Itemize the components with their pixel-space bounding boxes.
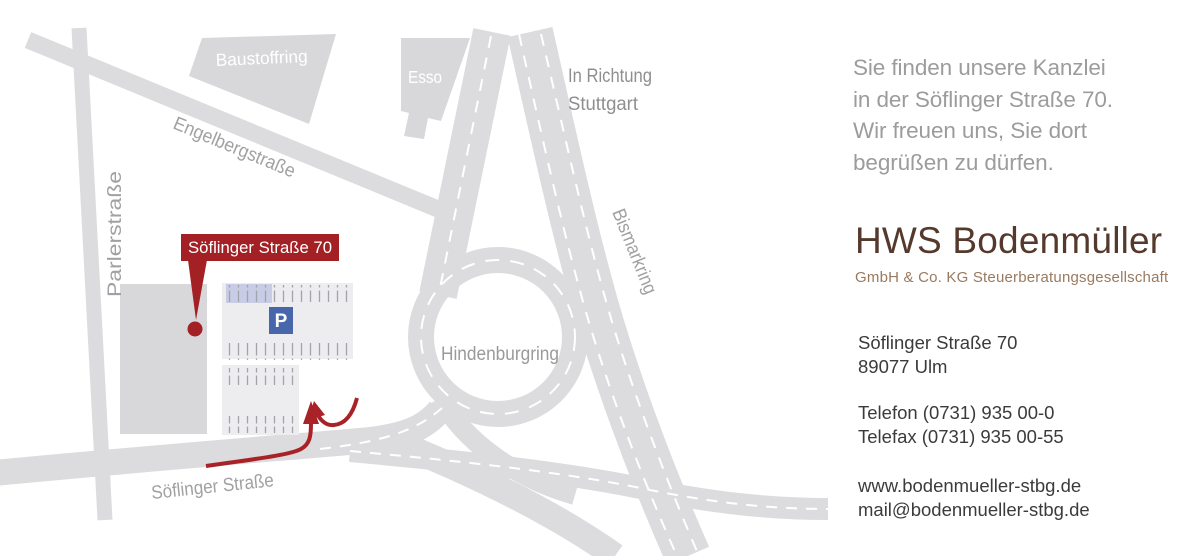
website-url: www.bodenmueller-stbg.de — [858, 475, 1082, 496]
phone-telefon: Telefon (0731) 935 00-0 — [858, 402, 1055, 423]
address-block — [858, 331, 1017, 378]
label-baustoffring: Baustoffring — [215, 45, 310, 70]
label-parlerstrasse: Parlerstraße — [105, 192, 126, 297]
address-street: Söflinger Straße 70 — [858, 332, 1018, 353]
intro-text — [853, 52, 1113, 178]
address-city: 89077 Ulm — [858, 355, 948, 377]
parking-sign-label: P — [274, 311, 288, 332]
label-direction-line1: In Richtung — [568, 66, 652, 87]
marker-label: Söflinger Straße 70 — [188, 239, 332, 257]
intro-line-4: begrüßen zu dürfen. — [853, 149, 1054, 175]
phone-telefax: Telefax (0731) 935 00-55 — [858, 425, 1064, 447]
email-address: mail@bodenmueller-stbg.de — [858, 498, 1090, 520]
label-soeflinger-strasse: Söflinger Straße — [150, 468, 290, 504]
company-name: HWS Bodenmüller — [855, 220, 1163, 261]
intro-line-2: in der Söflinger Straße 70. — [853, 86, 1113, 112]
label-bismarkring: Bismarkring — [607, 206, 665, 307]
company-subtitle: GmbH & Co. KG Steuerberatungsgesellschaft — [855, 269, 1169, 286]
label-hindenburgring: Hindenburgring — [441, 344, 559, 365]
intro-line-3: Wir freuen uns, Sie dort — [853, 118, 1087, 143]
label-engelbergstrasse: Engelbergstraße — [170, 113, 308, 187]
intro-line-1: Sie finden unsere Kanzlei — [853, 55, 1106, 80]
phone-block — [858, 401, 1064, 448]
label-esso: Esso — [408, 67, 442, 87]
web-block — [858, 474, 1090, 521]
label-direction-line2: Stuttgart — [568, 94, 639, 115]
company-logo — [855, 222, 1168, 286]
